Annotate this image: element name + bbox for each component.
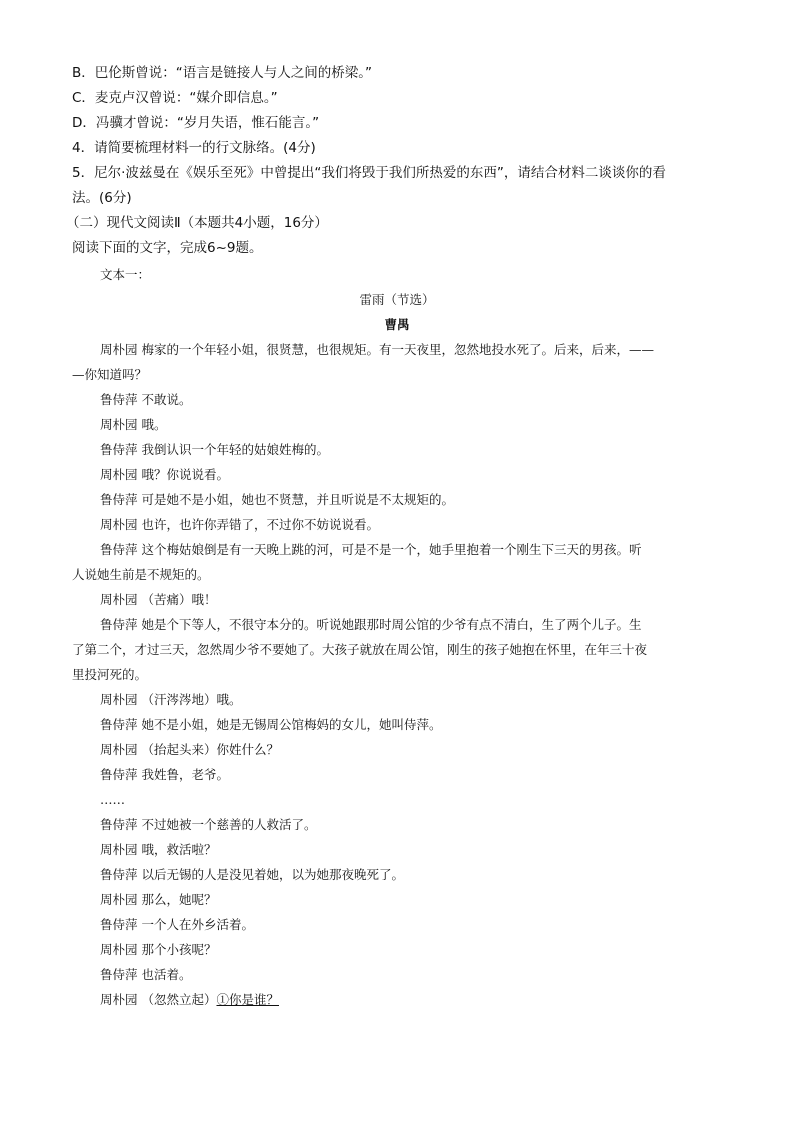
dialogue-line: 周朴园 （苦痛）哦！ [100,592,217,607]
dialogue-line: 周朴园 哦，救活啦？ [100,842,217,857]
dialogue-line: 鲁侍萍 她是个下等人，不很守本分的。听说她跟那时周公馆的少爷有点不清白，生了两个儿子。生 [100,617,642,632]
dialogue-line: 周朴园 哦？你说说看。 [100,467,229,482]
dialogue-line: 周朴园 （抬起头来）你姓什么？ [100,742,279,757]
dialogue-line: 鲁侍萍 她不是小姐，她是无锡周公馆梅妈的女儿，她叫侍萍。 [100,717,442,732]
dialogue-line: 鲁侍萍 我姓鲁，老爷。 [100,767,229,782]
dialogue-line: 鲁侍萍 一个人在外乡活着。 [100,917,254,932]
option-c: C．麦克卢汉曾说：“媒介即信息。” [72,90,278,106]
dialogue-line: 周朴园 （忽然立起）①你是谁？ [100,992,279,1007]
option-b: B．巴伦斯曾说：“语言是链接人与人之间的桥梁。” [72,65,372,81]
dialogue-line: 周朴园 哦。 [100,417,167,432]
dialogue-continuation: 了第二个，才过三天，忽然周少爷不要她了。大孩子就放在周公馆，刚生的孩子她抱在怀里，在年三十夜 [72,642,648,657]
dialogue-line: …… [100,792,125,807]
dialogue-line: 鲁侍萍 不敢说。 [100,392,192,407]
dialogue-continuation: 里投河死的。 [72,667,148,682]
dialogue-line: 周朴园 （汗涔涔地）哦。 [100,692,242,707]
dialogue-line: 鲁侍萍 这个梅姑娘倒是有一天晚上跳的河，可是不是一个，她手里抱着一个刚生下三天的男孩。听 [100,542,642,557]
question-5-line2: 法。(6分) [72,190,132,206]
underlined-question: ①你是谁？ [216,992,279,1007]
dialogue-line: 周朴园 梅家的一个年轻小姐，很贤慧，也很规矩。有一天夜里，忽然地投水死了。后来，后来，—— [100,342,654,357]
dialogue-line: 鲁侍萍 也活着。 [100,967,192,982]
dialogue-line: 鲁侍萍 我倒认识一个年轻的姑娘姓梅的。 [100,442,329,457]
question-4: 4．请简要梳理材料一的行文脉络。(4分) [72,140,316,156]
dialogue-line: 周朴园 那个小孩呢？ [100,942,217,957]
dialogue-line: 鲁侍萍 不过她被一个慈善的人救活了。 [100,817,317,832]
reading-instruction: 阅读下面的文字，完成6~9题。 [72,240,263,256]
question-5-line1: 5．尼尔·波兹曼在《娱乐至死》中曾提出“我们将毁于我们所热爱的东西”，请结合材料二谈谈你的看 [72,165,666,181]
excerpt-author: 曹禺 [384,317,410,332]
excerpt-title: 雷雨（节选） [359,292,435,307]
section-heading: （二）现代文阅读Ⅱ（本题共4小题，16分） [66,215,328,231]
option-d: D．冯骥才曾说：“岁月失语，惟石能言。” [72,115,320,131]
dialogue-line: 周朴园 那么，她呢？ [100,892,217,907]
dialogue-line: 鲁侍萍 可是她不是小姐，她也不贤慧，并且听说是不太规矩的。 [100,492,454,507]
dialogue-line: 鲁侍萍 以后无锡的人是没见着她，以为她那夜晚死了。 [100,867,404,882]
dialogue-line: 周朴园 也许，也许你弄错了，不过你不妨说说看。 [100,517,379,532]
dialogue-continuation: 人说她生前是不规矩的。 [72,567,210,582]
dialogue-continuation: —你知道吗？ [72,367,148,382]
text1-label: 文本一： [100,267,151,282]
